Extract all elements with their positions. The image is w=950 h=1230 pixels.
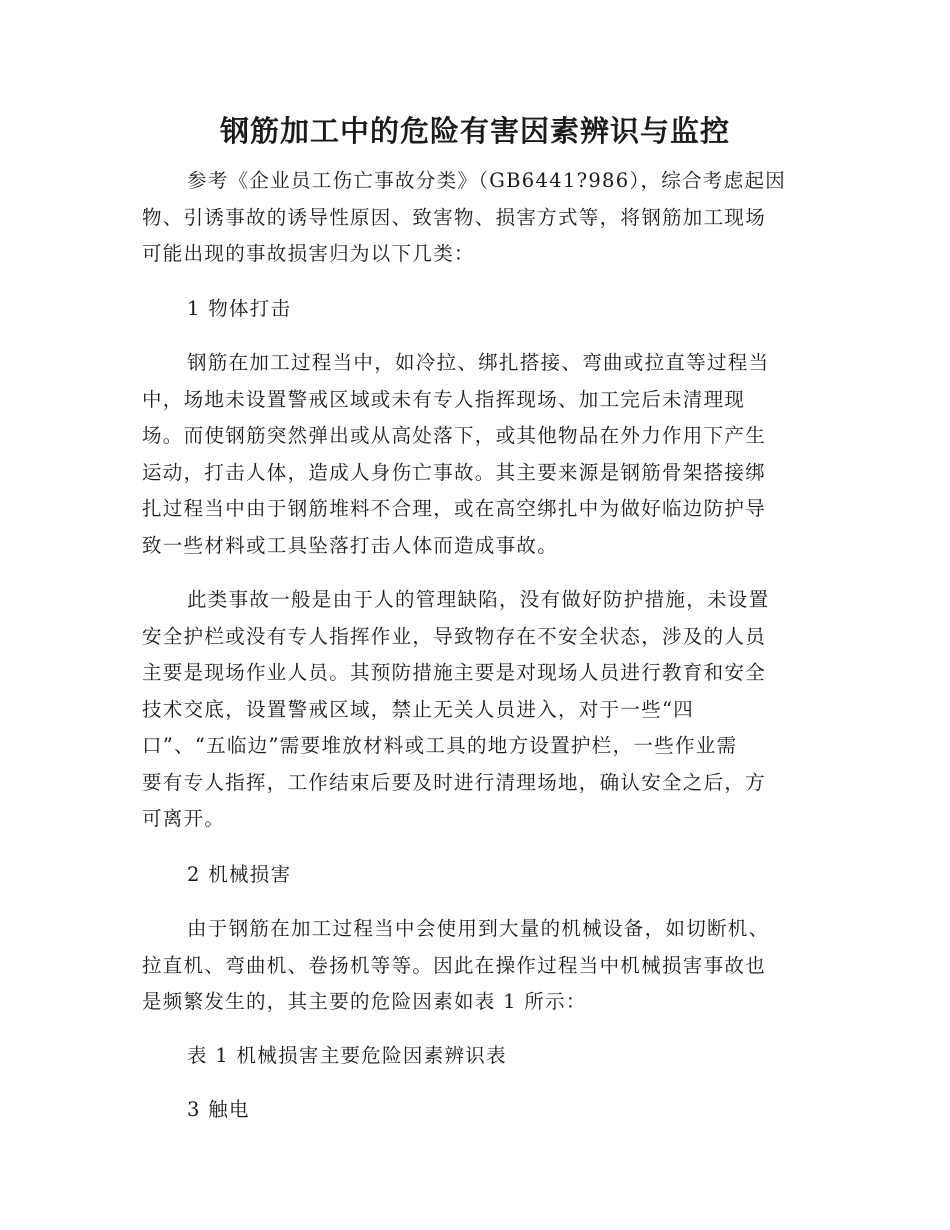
- section-heading: 1 物体打击: [187, 297, 292, 320]
- paragraph-line: 钢筋在加工过程当中，如冷拉、绑扎搭接、弯曲或拉直等过程当: [187, 351, 770, 374]
- paragraph-line: 安全护栏或没有专人指挥作业，导致物存在不安全状态，涉及的人员: [142, 624, 767, 648]
- body-paragraph: [142, 582, 794, 838]
- paragraph-line: 物、引诱事故的诱导性原因、致害物、损害方式等，将钢筋加工现场: [142, 205, 767, 229]
- paragraph-line: 是频繁发生的，其主要的危险因素如表 1 所示：: [142, 990, 587, 1013]
- paragraph-line: 可离开。: [142, 807, 226, 830]
- body-paragraph: [142, 345, 794, 564]
- paragraph-line: 由于钢筋在加工过程当中会使用到大量的机械设备，如切断机、: [187, 917, 770, 940]
- table-caption: 表 1 机械损害主要危险因素辨识表: [187, 1044, 507, 1067]
- paragraph-line: 口”、“五临边”需要堆放材料或工具的地方设置护栏，一些作业需: [142, 734, 738, 757]
- paragraph-line: 扎过程当中由于钢筋堆料不合理，或在高空绑扎中为做好临边防护导: [142, 497, 767, 520]
- paragraph-line: 要有专人指挥，工作结束后要及时进行清理场地，确认安全之后，方: [142, 770, 767, 794]
- paragraph-line: 可能出现的事故损害归为以下几类：: [142, 242, 475, 265]
- section-heading: 3 触电: [187, 1098, 250, 1121]
- document-title: 钢筋加工中的危险有害因素辨识与监控: [219, 114, 730, 148]
- body-paragraph: [142, 911, 794, 1021]
- section-heading: 2 机械损害: [187, 863, 292, 886]
- intro-paragraph: [142, 163, 794, 273]
- paragraph-line: 场。而使钢筋突然弹出或从高处落下，或其他物品在外力作用下产生: [142, 424, 767, 447]
- paragraph-line: 中，场地未设置警戒区域或未有专人指挥现场、加工完后未清理现: [142, 387, 746, 411]
- paragraph-line: 主要是现场作业人员。其预防措施主要是对现场人员进行教育和安全: [142, 661, 767, 684]
- paragraph-line: 技术交底，设置警戒区域，禁止无关人员进入，对于一些“四: [142, 697, 695, 721]
- paragraph-line: 拉直机、弯曲机、卷扬机等等。因此在操作过程当中机械损害事故也: [142, 953, 767, 977]
- paragraph-line: 参考《企业员工伤亡事故分类》（GB6441?986），综合考虑起因: [187, 169, 787, 192]
- paragraph-line: 致一些材料或工具坠落打击人体而造成事故。: [142, 533, 559, 557]
- paragraph-line: 运动，打击人体，造成人身伤亡事故。其主要来源是钢筋骨架搭接绑: [142, 460, 767, 484]
- paragraph-line: 此类事故一般是由于人的管理缺陷，没有做好防护措施，未设置: [187, 588, 770, 611]
